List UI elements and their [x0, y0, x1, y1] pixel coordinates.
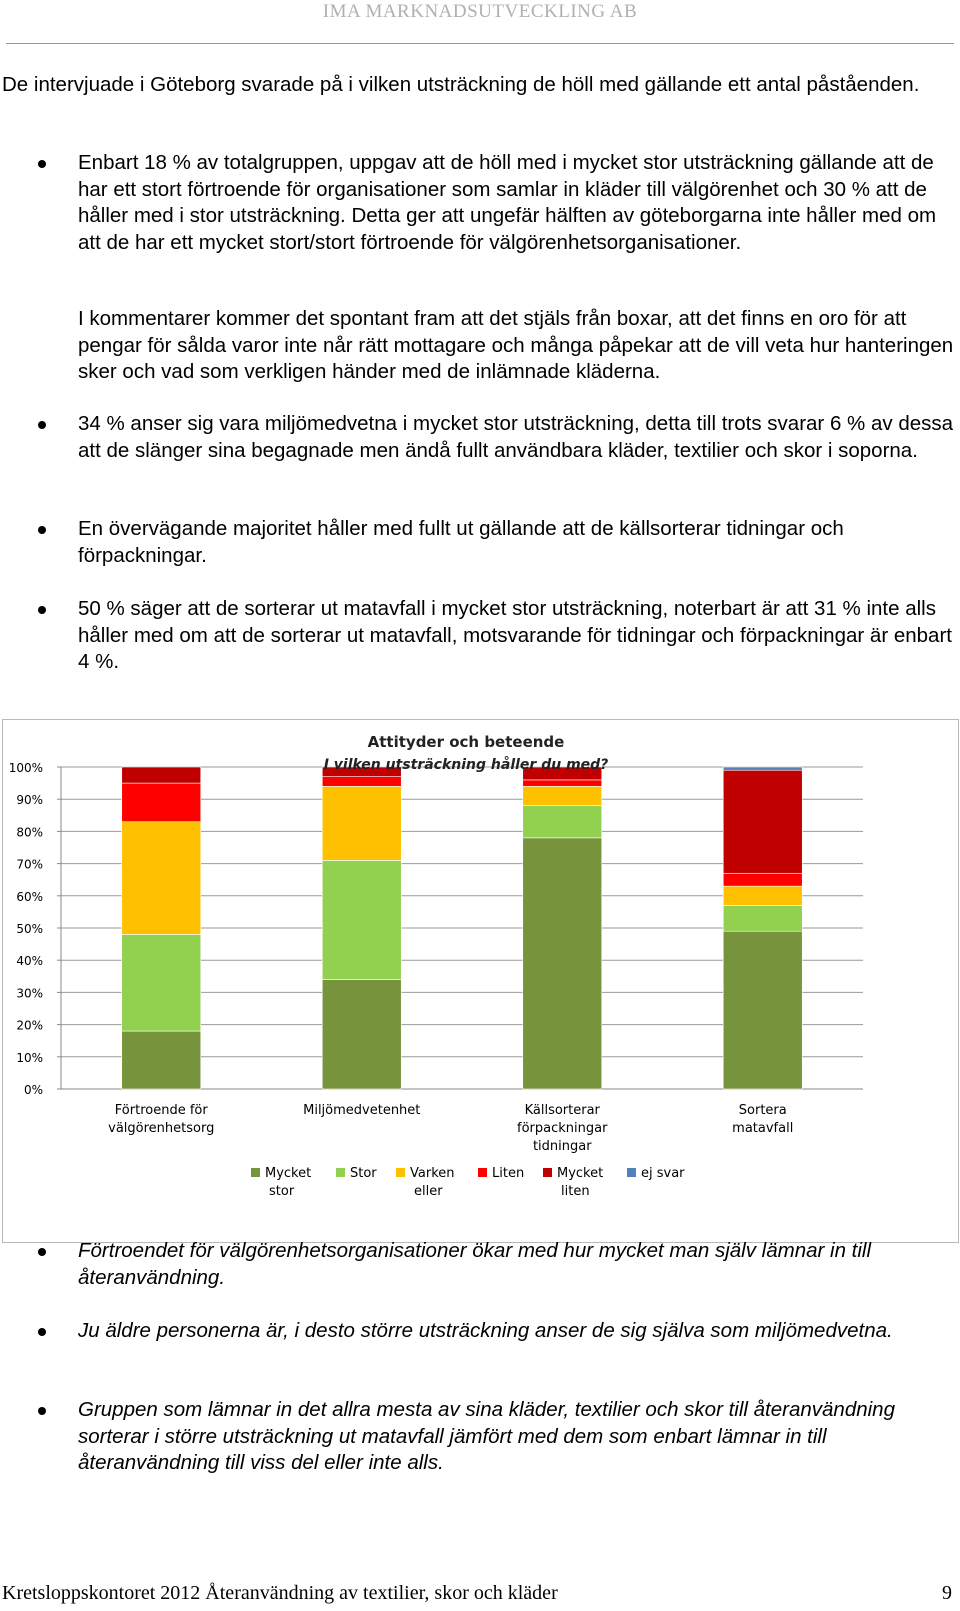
bullet-dot	[38, 1328, 46, 1336]
y-tick-label: 100%	[8, 761, 43, 775]
bullet-dot	[38, 421, 46, 429]
legend-swatch	[543, 1168, 552, 1177]
bullet-environment: 34 % anser sig vara miljömedvetna i mycket stor utsträckning, detta till trots svarar 6 % av dessa att de slänger sina begagnade men ändå fullt användbara kläder, textilier och skor i soporna.	[78, 412, 954, 462]
conclusion-group: Gruppen som lämnar in det allra mesta av sina kläder, textilier och skor till återanvändning sorterar i större utsträckning ut matavfall jämfört med dem som enbart lämnar in till återanvändning till viss del eller inte alls.	[78, 1398, 895, 1475]
bar-segment	[723, 767, 802, 770]
y-tick-label: 40%	[16, 954, 43, 969]
bar-segment	[723, 873, 802, 886]
legend-swatch	[336, 1168, 345, 1177]
bar-segment	[122, 934, 201, 1031]
bullet-trust: Enbart 18 % av totalgruppen, uppgav att de höll med i mycket stor utsträckning gällande att de har ett stort förtroende för organisationer som samlar in kläder till välgörenhet och 30 % att de håller med i stor utsträckning. Detta ger att ungefär hälften av göteborgarna inte håller med om att de har ett mycket stort/stort förtroende för välgörenhetsorganisationer.	[78, 151, 937, 254]
chart-title: Attityder och beteende	[367, 733, 565, 751]
bar-segment	[523, 780, 602, 786]
bar-segment	[523, 806, 602, 838]
bar-segment	[122, 783, 201, 822]
bar-segment	[723, 886, 802, 905]
attitude-chart	[2, 719, 959, 1243]
x-category-label: Källsorterar förpackningar tidningar	[517, 1103, 608, 1154]
bar-segment	[122, 767, 201, 783]
x-category-label: Förtroende för välgörenhetsorg	[108, 1103, 215, 1136]
y-tick-label: 0%	[23, 1083, 43, 1097]
bullet-recycling: En övervägande majoritet håller med fullt ut gällande att de källsorterar tidningar och förpackningar.	[78, 517, 844, 567]
legend-swatch	[478, 1168, 487, 1177]
y-tick-label: 30%	[16, 986, 43, 1001]
bar-segment	[322, 860, 401, 979]
y-tick-label: 90%	[16, 793, 43, 808]
page-header: IMA MARKNADSUTVECKLING AB	[322, 1, 638, 22]
conclusion-age: Ju äldre personerna är, i desto större utsträckning anser de sig själva som miljömedvetna.	[78, 1319, 893, 1342]
y-tick-label: 80%	[16, 825, 43, 840]
legend-label: Liten	[492, 1166, 525, 1181]
y-tick-label: 20%	[16, 1018, 43, 1033]
header-rule	[6, 43, 954, 44]
bullet-dot	[38, 526, 46, 534]
x-category-label: Sortera matavfall	[732, 1103, 794, 1136]
x-category-label: Miljömedvetenhet	[303, 1103, 421, 1118]
bar-segment	[322, 786, 401, 860]
bar-segment	[523, 786, 602, 805]
legend-swatch	[251, 1168, 260, 1177]
bar-segment	[322, 777, 401, 787]
bar-segment	[322, 980, 401, 1089]
page-number: 9	[942, 1582, 952, 1604]
conclusion-trust: Förtroendet för välgörenhetsorganisationer ökar med hur mycket man själv lämnar in till återanvändning.	[78, 1239, 872, 1289]
y-tick-label: 10%	[16, 1050, 43, 1065]
bar-segment	[122, 822, 201, 935]
legend-label: Mycket stor	[265, 1166, 312, 1199]
legend-label: Mycket liten	[557, 1166, 604, 1199]
chart-canvas	[3, 720, 958, 1242]
legend-label: Stor	[350, 1166, 377, 1181]
y-tick-label: 50%	[16, 922, 43, 936]
intro-paragraph: De intervjuade i Göteborg svarade på i vilken utsträckning de höll med gällande ett antal påståenden.	[2, 73, 920, 96]
chart-subtitle: I vilken utsträckning håller du med?	[323, 757, 609, 773]
y-tick-label: 70%	[16, 857, 43, 872]
bullet-dot	[38, 606, 46, 614]
bar-segment	[723, 770, 802, 873]
bullet-dot	[38, 1407, 46, 1415]
bullet-dot	[38, 160, 46, 168]
bar-segment	[723, 905, 802, 931]
chart-legend	[251, 1166, 685, 1199]
bar-segment	[122, 1031, 201, 1089]
y-tick-label: 60%	[16, 889, 43, 904]
bullet-dot	[38, 1248, 46, 1256]
legend-label: ej svar	[641, 1166, 685, 1181]
legend-swatch	[627, 1168, 636, 1177]
comment-paragraph: I kommentarer kommer det spontant fram att det stjäls från boxar, att det finns en oro för att pengar för sålda varor inte når rätt mottagare och många påpekar att de vill veta hur hanteringen sker och vad som verkligen händer med de inlämnade kläderna.	[78, 307, 954, 384]
bar-segment	[723, 931, 802, 1089]
footer-text: Kretsloppskontoret 2012 Återanvändning av textilier, skor och kläder	[2, 1582, 558, 1604]
legend-swatch	[396, 1168, 405, 1177]
bar-segment	[523, 838, 602, 1089]
bullet-food-waste: 50 % säger att de sorterar ut matavfall i mycket stor utsträckning, noterbart är att 31 % inte alls håller med om att de sorterar ut matavfall, motsvarande för tidningar och förpackningar är enbart 4 %.	[78, 597, 952, 674]
legend-label: Varken eller	[410, 1166, 455, 1199]
